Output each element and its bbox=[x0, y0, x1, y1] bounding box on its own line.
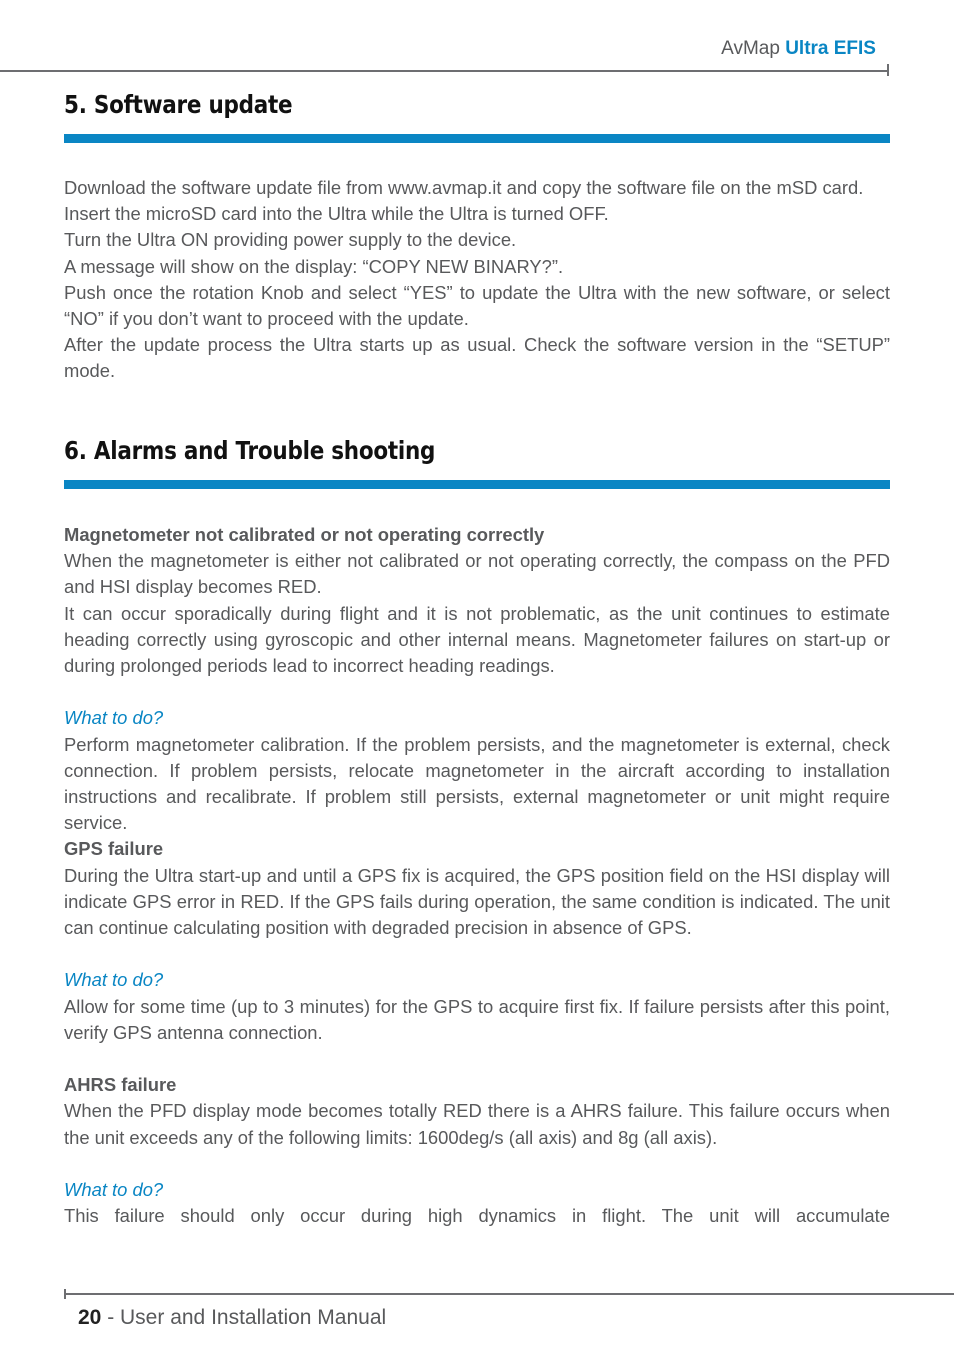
magnetometer-heading: Magnetometer not calibrated or not operating correctly bbox=[64, 524, 545, 545]
page-footer bbox=[78, 1306, 386, 1330]
section-5-title: 5. Software update bbox=[64, 90, 293, 119]
section-5-paragraph: Download the software update file from www.avmap.it and copy the software file on the mSD card. bbox=[64, 177, 864, 198]
section-6-title: 6. Alarms and Trouble shooting bbox=[64, 436, 436, 465]
magnetometer-what-to-do-text: Perform magnetometer calibration. If the problem persists, and the magnetometer is external, check connection. If problem persists, relocate magnetometer in the aircraft according to installation instructions and recalibrate. If problem still persists, external magnetometer or unit might require service. bbox=[64, 733, 890, 834]
header-brand-product: Ultra EFIS bbox=[785, 38, 876, 59]
spacer bbox=[64, 679, 890, 705]
gps-paragraph: During the Ultra start-up and until a GPS fix is acquired, the GPS position field on the HSI display will indicate GPS error in RED. If the GPS fails during operation, the same condition is indicated. The unit can continue calculating position with degraded precision in absence of GPS. bbox=[64, 864, 890, 939]
ahrs-what-to-do-label: What to do? bbox=[64, 1179, 164, 1201]
magnetometer-paragraph: It can occur sporadically during flight and it is not problematic, as the unit continues to estimate heading correctly using gyroscopic and other internal means. Magnetometer failures on start-up or during prolonged periods lead to incorrect heading readings. bbox=[64, 602, 890, 677]
page-number: 20 bbox=[78, 1306, 102, 1329]
running-header bbox=[721, 38, 876, 60]
gps-heading: GPS failure bbox=[64, 838, 164, 860]
section-5-paragraph: Push once the rotation Knob and select “YES” to update the Ultra with the new software, or select “NO” if you don’t want to proceed with the update. bbox=[64, 281, 890, 330]
magnetometer-what-to-do-label: What to do? bbox=[64, 707, 164, 729]
spacer bbox=[64, 1046, 890, 1072]
header-brand-prefix: AvMap bbox=[721, 38, 780, 59]
ahrs-paragraph: When the PFD display mode becomes totally RED there is a AHRS failure. This failure occurs when the unit exceeds any of the following limits: 1600deg/s (all axis) and 8g (all axis). bbox=[64, 1100, 890, 1148]
header-rule bbox=[0, 70, 889, 72]
section-5-body bbox=[64, 175, 890, 385]
ahrs-heading: AHRS failure bbox=[64, 1074, 177, 1096]
footer-manual-title: - User and Installation Manual bbox=[101, 1306, 387, 1329]
footer-rule-tick bbox=[64, 1289, 66, 1299]
footer-rule bbox=[64, 1293, 954, 1295]
section-5-paragraph: After the update process the Ultra starts up as usual. Check the software version in the “SETUP” mode. bbox=[64, 334, 890, 382]
header-rule-tick bbox=[887, 64, 889, 76]
section-5-paragraph: A message will show on the display: “COPY NEW BINARY?”. bbox=[64, 255, 564, 277]
section-5-paragraph: Insert the microSD card into the Ultra while the Ultra is turned OFF. bbox=[64, 203, 609, 225]
ahrs-what-to-do-text: This failure should only occur during high dynamics in flight. The unit will accumulate bbox=[64, 1205, 890, 1227]
section-5-bar bbox=[64, 134, 890, 143]
spacer bbox=[64, 941, 890, 967]
section-6-body bbox=[64, 522, 890, 1229]
spacer bbox=[64, 1151, 890, 1177]
section-5-paragraph: Turn the Ultra ON providing power supply to the device. bbox=[64, 229, 517, 251]
magnetometer-paragraph: When the magnetometer is either not calibrated or not operating correctly, the compass on the PFD and HSI display becomes RED. bbox=[64, 550, 890, 598]
gps-what-to-do-label: What to do? bbox=[64, 969, 164, 991]
section-6-bar bbox=[64, 480, 890, 489]
gps-what-to-do-text: Allow for some time (up to 3 minutes) for the GPS to acquire first fix. If failure persists after this point, verify GPS antenna connection. bbox=[64, 995, 890, 1043]
